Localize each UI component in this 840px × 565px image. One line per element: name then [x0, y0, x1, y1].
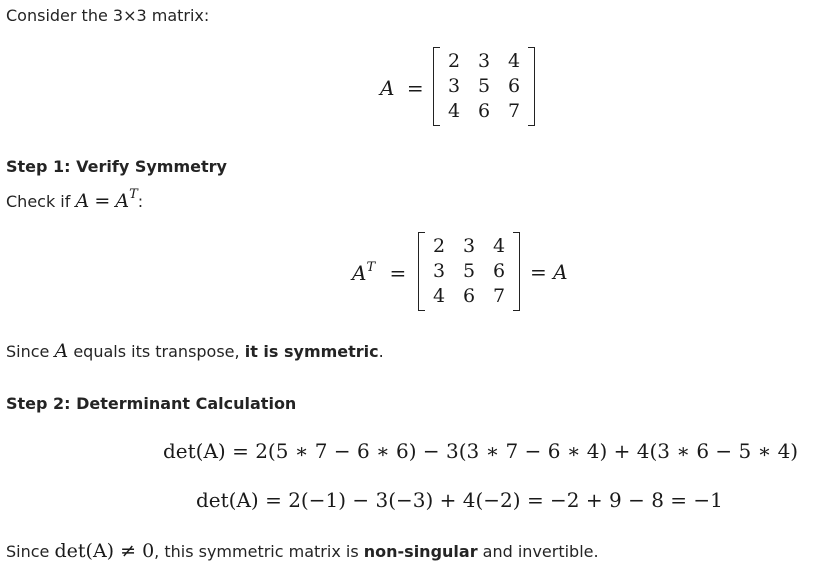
matrix-a: [433, 47, 535, 126]
matrix-cell: 4: [507, 50, 521, 72]
matrix-right-bracket: [528, 47, 535, 126]
matrix-cell: 6: [507, 75, 521, 97]
step1-check: Check if $A = A^T$:: [6, 187, 144, 212]
matrix-cell: 2: [432, 235, 446, 257]
det-line-1: det(A) = 2(5 ∗ 7 − 6 ∗ 6) − 3(3 ∗ 7 − 6 ∗ 4) + 4(3 ∗ 6 − 5 ∗ 4): [163, 439, 799, 463]
matrix-cell: 4: [447, 100, 461, 122]
matrix-left-bracket: [418, 232, 425, 311]
matrix-cell: 6: [492, 260, 506, 282]
matrix-cell: 3: [477, 50, 491, 72]
matrix-cell: 3: [462, 235, 476, 257]
matrix-right-bracket: [513, 232, 520, 311]
step1-heading: Step 1: Verify Symmetry: [6, 157, 227, 176]
matrix-cell: 7: [507, 100, 521, 122]
transpose-matrix: [418, 232, 520, 311]
matrix-cell: 5: [462, 260, 476, 282]
intro-text: Consider the 3×3 matrix:: [6, 6, 210, 25]
det-line-2: det(A) = 2(−1) − 3(−3) + 4(−2) = −2 + 9 − 8 = −1: [196, 488, 723, 512]
matrix-cell: 2: [447, 50, 461, 72]
matrix-cell: 3: [432, 260, 446, 282]
transpose-rhs: = A: [530, 260, 568, 284]
transpose-label: $A^T$ =: [352, 260, 407, 285]
matrix-cell: 4: [492, 235, 506, 257]
matrix-cell: 6: [462, 285, 476, 307]
matrix-cell: 7: [492, 285, 506, 307]
step2-heading: Step 2: Determinant Calculation: [6, 394, 297, 413]
step1-conclusion: Since A equals its transpose, it is symmetric.: [6, 340, 384, 362]
matrix-cell: 3: [447, 75, 461, 97]
matrix-a-label: A =: [380, 76, 424, 100]
matrix-left-bracket: [433, 47, 440, 126]
final-conclusion: Since det(A) ≠ 0, this symmetric matrix is non-singular and invertible.: [6, 540, 599, 562]
matrix-cell: 6: [477, 100, 491, 122]
matrix-cell: 5: [477, 75, 491, 97]
matrix-cell: 4: [432, 285, 446, 307]
